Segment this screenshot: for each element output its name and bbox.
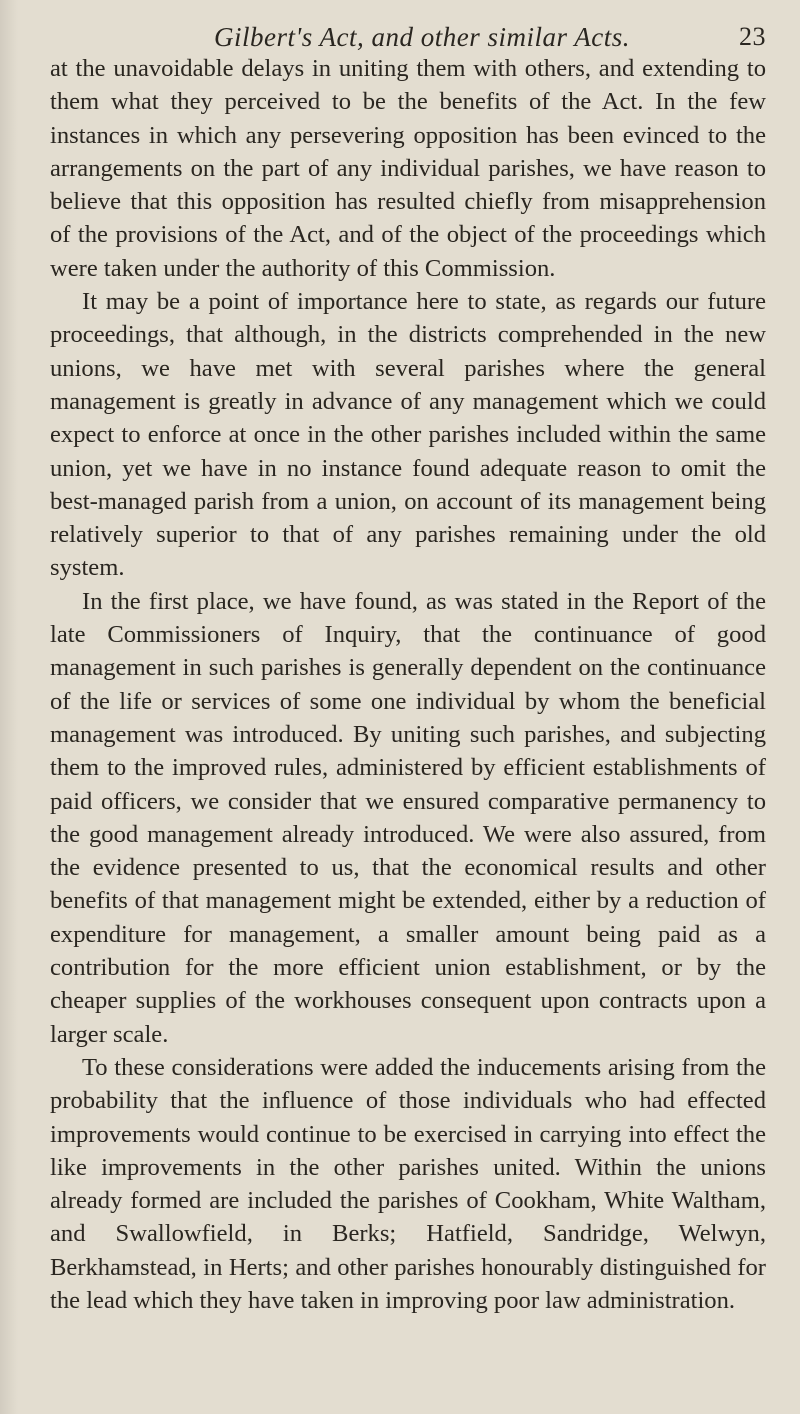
paragraph: It may be a point of importance here to state, as regards our future proceedings, that although, in the districts comprehended in the new unions, we have met with several parishes where the general management is greatly in advance of any management which we could expect to enforce at once in the other parishes included within the same union, yet we have in no instance found adequate reason to omit the best-managed parish from a union, on account of its management being relatively superior to that of any parishes remaining under the old system. — [50, 288, 766, 582]
running-head-title: Gilbert's Act, and other similar Acts. — [213, 22, 631, 52]
paragraph: at the unavoidable delays in uniting them with others, and extending to them what they perceived to be the benefits of the Act. In the few instances in which any persevering opposition has been evinced to the arrangements on the part of any individual parishes, we have reason to believe that this opposition has resulted chiefly from misapprehension of the provisions of the Act, and of the object of the proceedings which were taken under the authority of this Commission. — [50, 55, 766, 282]
running-head — [50, 0, 766, 50]
paragraph: To these considerations were added the inducements arising from the probability that the influence of those individuals who had effected improvements would continue to be exercised in carrying into effect the like improvements in the other parishes united. Within the unions already formed are included the parishes of Cookham, White Waltham, and Swallowfield, in Berks; Hatfield, Sandridge, Welwyn, Berkhamstead, in Herts; and other parishes honourably distinguished for the lead which they have taken in improving poor law administration. — [50, 1053, 766, 1314]
page-number: 23 — [739, 22, 766, 51]
paragraph: In the first place, we have found, as was stated in the Report of the late Commissioners of Inquiry, that the continuance of good management in such parishes is generally dependent on the continuance of the life or services of some one individual by whom the beneficial management was introduced. By uniting such parishes, and subjecting them to the improved rules, administered by efficient establishments of paid officers, we consider that we ensured comparative permanency to the good management already introduced. We were also assured, from the evidence presented to us, that the economical results and other benefits of that management might be extended, either by a reduction of expenditure for management, a smaller amount being paid as a contribution for the more efficient union establishment, or by the cheaper supplies of the workhouses consequent upon contracts upon a larger scale. — [50, 587, 766, 1048]
body-text — [50, 52, 766, 1317]
